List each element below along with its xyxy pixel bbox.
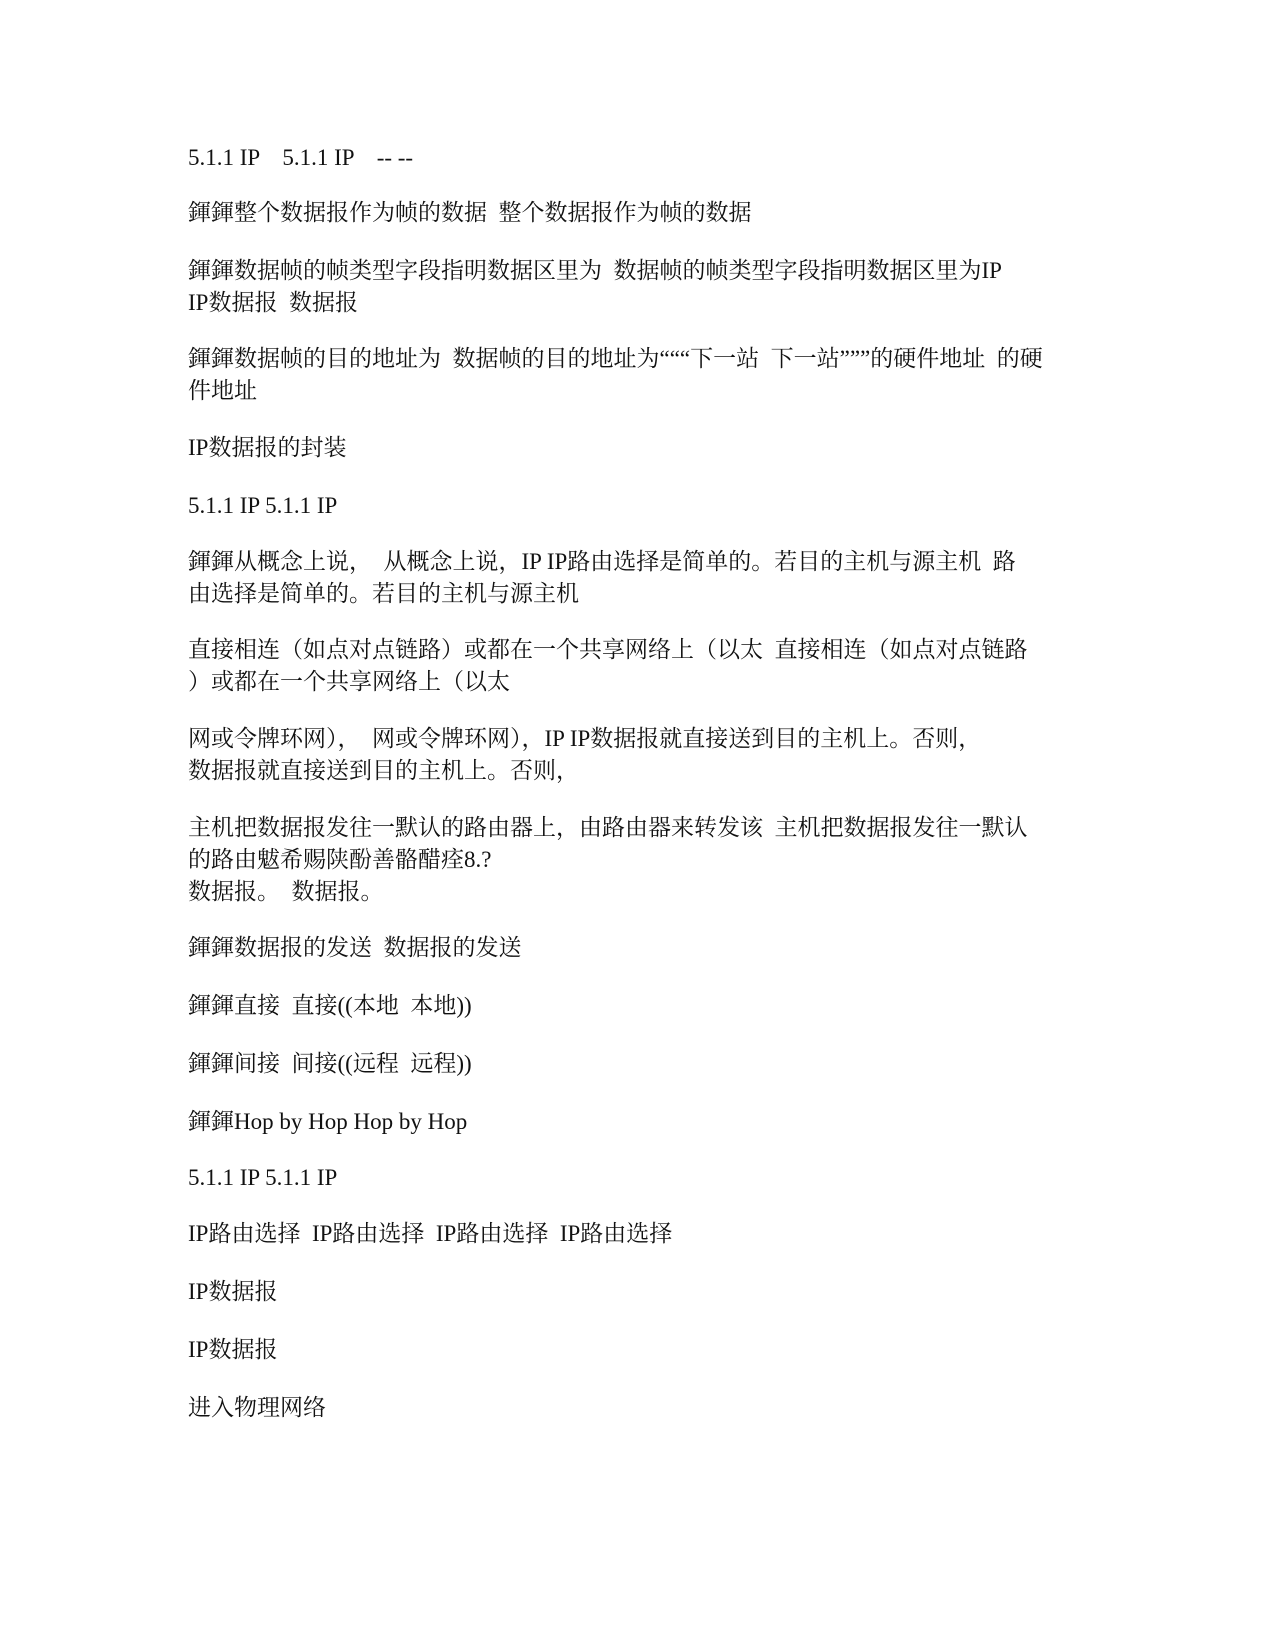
text-line: 鍕鍕Hop by Hop Hop by Hop (188, 1109, 468, 1134)
text-line: 数据报。 数据报。 (188, 879, 384, 904)
text-line: 数据报就直接送到目的主机上。否则， (188, 758, 579, 783)
paragraph-ip-routing (188, 1218, 1098, 1250)
text-line: 直接相连（如点对点链路）或都在一个共享网络上（以太 直接相连（如点对点链路 (188, 637, 1028, 662)
paragraph-frame-data (188, 197, 1098, 229)
paragraph-token-ring (188, 723, 1098, 787)
text-line: IP数据报 (188, 1279, 278, 1304)
paragraph-indirect-remote (188, 1048, 1098, 1080)
text-line: 的路由魃希赐陕酚善骼醋痊8.? (188, 847, 492, 872)
paragraph-routing-concept (188, 546, 1098, 610)
text-line: 件地址 (188, 378, 257, 403)
heading-section-5-1-1 (188, 1162, 1098, 1194)
text-line: IP数据报的封装 (188, 435, 347, 460)
text-line: 鍕鍕直接 直接((本地 本地)) (188, 993, 472, 1018)
heading-ip-encapsulation (188, 432, 1098, 464)
text-line: 进入物理网络 (188, 1395, 326, 1420)
text-line: 鍕鍕数据帧的目的地址为 数据帧的目的地址为“““下一站 下一站”””的硬件地址 的硬 (188, 346, 1043, 371)
text-line: 鍕鍕从概念上说， 从概念上说，IP IP路由选择是简单的。若目的主机与源主机 路 (188, 549, 1016, 574)
paragraph-frame-type (188, 255, 1098, 319)
heading-section-5-1-1 (188, 490, 1098, 522)
paragraph-default-router (188, 812, 1098, 908)
text-line: ）或都在一个共享网络上（以太 (188, 669, 510, 694)
text-line: 鍕鍕数据帧的帧类型字段指明数据区里为 数据帧的帧类型字段指明数据区里为IP (188, 258, 1002, 283)
paragraph-hop-by-hop (188, 1106, 1098, 1138)
text-line: 鍕鍕间接 间接((远程 远程)) (188, 1051, 472, 1076)
text-line: 鍕鍕整个数据报作为帧的数据 整个数据报作为帧的数据 (188, 200, 752, 225)
text-line: 主机把数据报发往一默认的路由器上，由路由器来转发该 主机把数据报发往一默认 (188, 815, 1028, 840)
label-ip-datagram (188, 1334, 1098, 1366)
text-line: IP路由选择 IP路由选择 IP路由选择 IP路由选择 (188, 1221, 673, 1246)
text-line: IP数据报 数据报 (188, 290, 358, 315)
label-enter-physical-network (188, 1392, 1098, 1424)
paragraph-frame-destination (188, 343, 1098, 407)
text-line: 网或令牌环网）， 网或令牌环网），IP IP数据报就直接送到目的主机上。否则， (188, 726, 982, 751)
text-line: 由选择是简单的。若目的主机与源主机 (188, 581, 579, 606)
text-line: 5.1.1 IP 5.1.1 IP (188, 1165, 338, 1190)
paragraph-direct-local (188, 990, 1098, 1022)
paragraph-direct-connection (188, 634, 1098, 698)
text-line: 5.1.1 IP 5.1.1 IP -- -- (188, 145, 414, 170)
label-ip-datagram (188, 1276, 1098, 1308)
heading-section-5-1-1 (188, 142, 1098, 174)
text-line: IP数据报 (188, 1337, 278, 1362)
paragraph-datagram-sending (188, 932, 1098, 964)
text-line: 鍕鍕数据报的发送 数据报的发送 (188, 935, 522, 960)
text-line: 5.1.1 IP 5.1.1 IP (188, 493, 338, 518)
